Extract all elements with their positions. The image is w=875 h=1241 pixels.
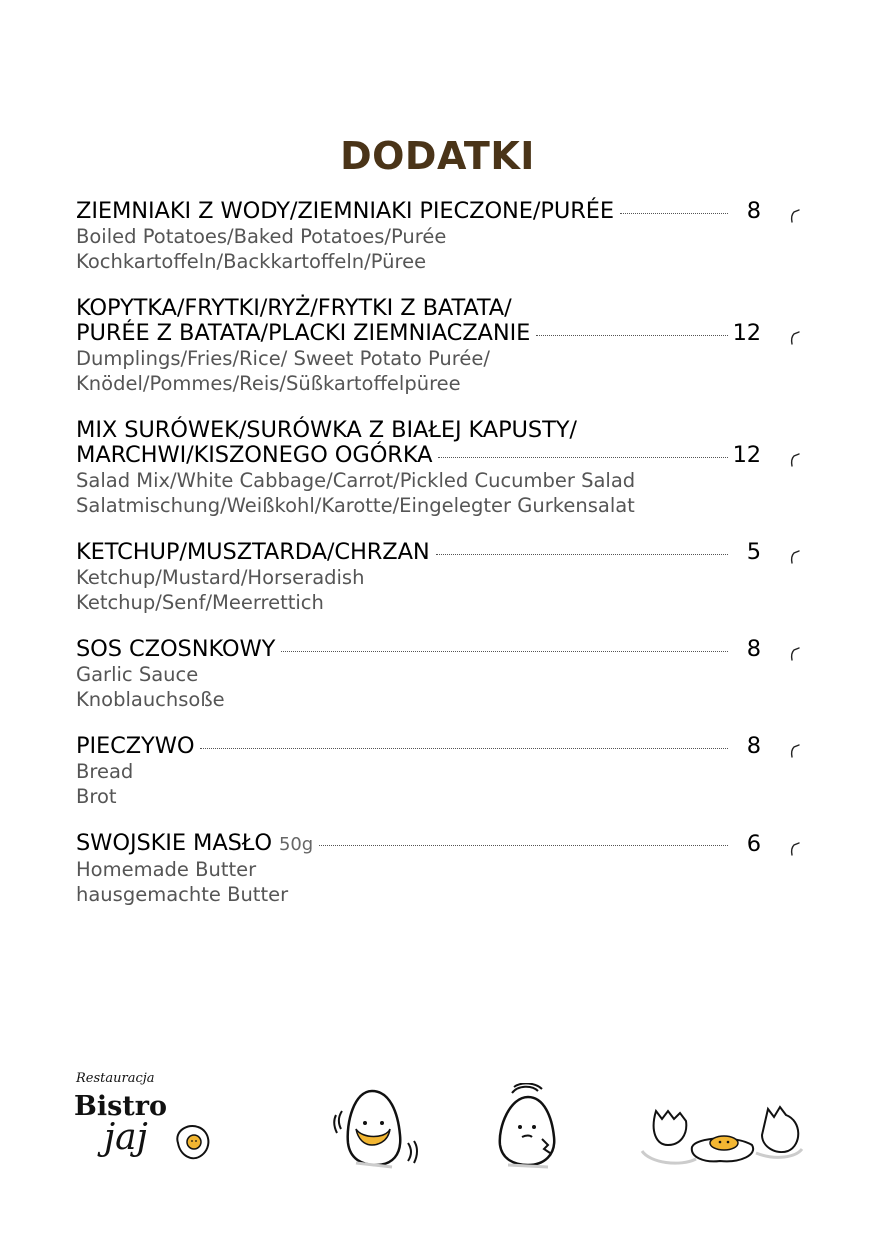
logo-top-text: Restauracja: [76, 1071, 155, 1086]
menu-item: [76, 418, 801, 518]
menu-item-header: [76, 637, 801, 662]
menu-item-price: 8: [746, 198, 761, 224]
menu-item-name-line: KETCHUP/MUSZTARDA/CHRZAN: [76, 539, 430, 565]
menu-item-german: Ketchup/Senf/Meerrettich: [76, 591, 324, 614]
menu-item-name: [76, 540, 430, 565]
egg-worried-icon: [492, 1083, 572, 1173]
menu-item-name: [76, 321, 530, 346]
menu-item-english: Ketchup/Mustard/Horseradish: [76, 566, 365, 589]
menu-item-english: Homemade Butter: [76, 858, 257, 881]
menu-item-price: 8: [746, 636, 761, 662]
menu-item-english: Garlic Sauce: [76, 663, 199, 686]
menu-item-english: Salad Mix/White Cabbage/Carrot/Pickled Cucumber Salad: [76, 469, 636, 492]
menu-item-header: [76, 296, 801, 346]
menu-item-price: 8: [746, 733, 761, 759]
menu-item-name-line: SOS CZOSNKOWY: [76, 636, 276, 662]
menu-item-german: Knödel/Pommes/Reis/Süßkartoffelpüree: [76, 372, 461, 395]
egg-cracked-yolk-icon: [332, 1083, 422, 1173]
menu-item-english: Bread: [76, 760, 134, 783]
dot-leader: [200, 748, 728, 749]
dot-leader: [281, 651, 728, 652]
logo-middle-text: Bistro: [74, 1091, 167, 1122]
currency-mark-icon: [789, 547, 801, 565]
menu-item-header: [76, 831, 801, 857]
menu-item-name-line: KOPYTKA/FRYTKI/RYŻ/FRYTKI Z BATATA/: [76, 295, 512, 321]
menu-item-name-line: SWOJSKIE MASŁO: [76, 830, 272, 856]
menu-item-header: [76, 540, 801, 565]
menu-item-name-line: MIX SURÓWEK/SURÓWKA Z BIAŁEJ KAPUSTY/: [76, 417, 577, 443]
currency-mark-icon: [789, 206, 801, 224]
menu-item-english: Dumplings/Fries/Rice/ Sweet Potato Purée/: [76, 347, 490, 370]
menu-item: [76, 734, 801, 809]
broken-egg-icon: [636, 1101, 804, 1171]
menu-item-name: [76, 637, 275, 662]
menu-item-name: [76, 199, 614, 224]
menu-item: [76, 540, 801, 615]
footer: [0, 1065, 875, 1175]
currency-mark-icon: [789, 839, 801, 857]
menu-item-german: Knoblauchsoße: [76, 688, 225, 711]
dot-leader: [319, 845, 728, 846]
menu-item-price: 12: [732, 320, 761, 346]
menu-item-header: [76, 199, 801, 224]
menu-item-name: [76, 831, 313, 857]
menu-item-price: 5: [746, 539, 761, 565]
menu-item: [76, 637, 801, 712]
logo-bottom-text: jaj: [104, 1117, 148, 1158]
menu-item-name-line: MARCHWI/KISZONEGO OGÓRKA: [76, 442, 433, 468]
currency-mark-icon: [789, 644, 801, 662]
menu-item: [76, 296, 801, 396]
bistro-logo: [74, 1071, 219, 1171]
menu-item-german: hausgemachte Butter: [76, 883, 289, 906]
menu-item-name: [76, 295, 512, 321]
menu-item-name: [76, 417, 577, 443]
menu-item-english: Boiled Potatoes/Baked Potatoes/Purée: [76, 225, 447, 248]
dot-leader: [438, 457, 728, 458]
page-title: DODATKI: [340, 134, 535, 178]
menu-item: [76, 831, 801, 907]
menu-item-name-line: PIECZYWO: [76, 733, 195, 759]
menu-item-header: [76, 418, 801, 468]
currency-mark-icon: [789, 450, 801, 468]
menu-item-name-line: ZIEMNIAKI Z WODY/ZIEMNIAKI PIECZONE/PURÉE: [76, 198, 614, 224]
menu-item-price: 6: [746, 831, 761, 857]
menu-item-name-line: PURÉE Z BATATA/PLACKI ZIEMNIACZANIE: [76, 320, 531, 346]
dot-leader: [620, 213, 728, 214]
fried-egg-icon: [170, 1121, 214, 1165]
menu-item-german: Kochkartoffeln/Backkartoffeln/Püree: [76, 250, 427, 273]
menu-list: [76, 199, 801, 929]
menu-item-german: Brot: [76, 785, 117, 808]
menu-item: [76, 199, 801, 274]
dot-leader: [436, 554, 728, 555]
menu-item-name: [76, 443, 432, 468]
menu-item-note: 50g: [279, 834, 314, 855]
menu-item-price: 12: [732, 442, 761, 468]
currency-mark-icon: [789, 328, 801, 346]
menu-item-name: [76, 734, 194, 759]
menu-item-header: [76, 734, 801, 759]
currency-mark-icon: [789, 741, 801, 759]
menu-item-german: Salatmischung/Weißkohl/Karotte/Eingelegter Gurkensalat: [76, 494, 635, 517]
dot-leader: [536, 335, 728, 336]
